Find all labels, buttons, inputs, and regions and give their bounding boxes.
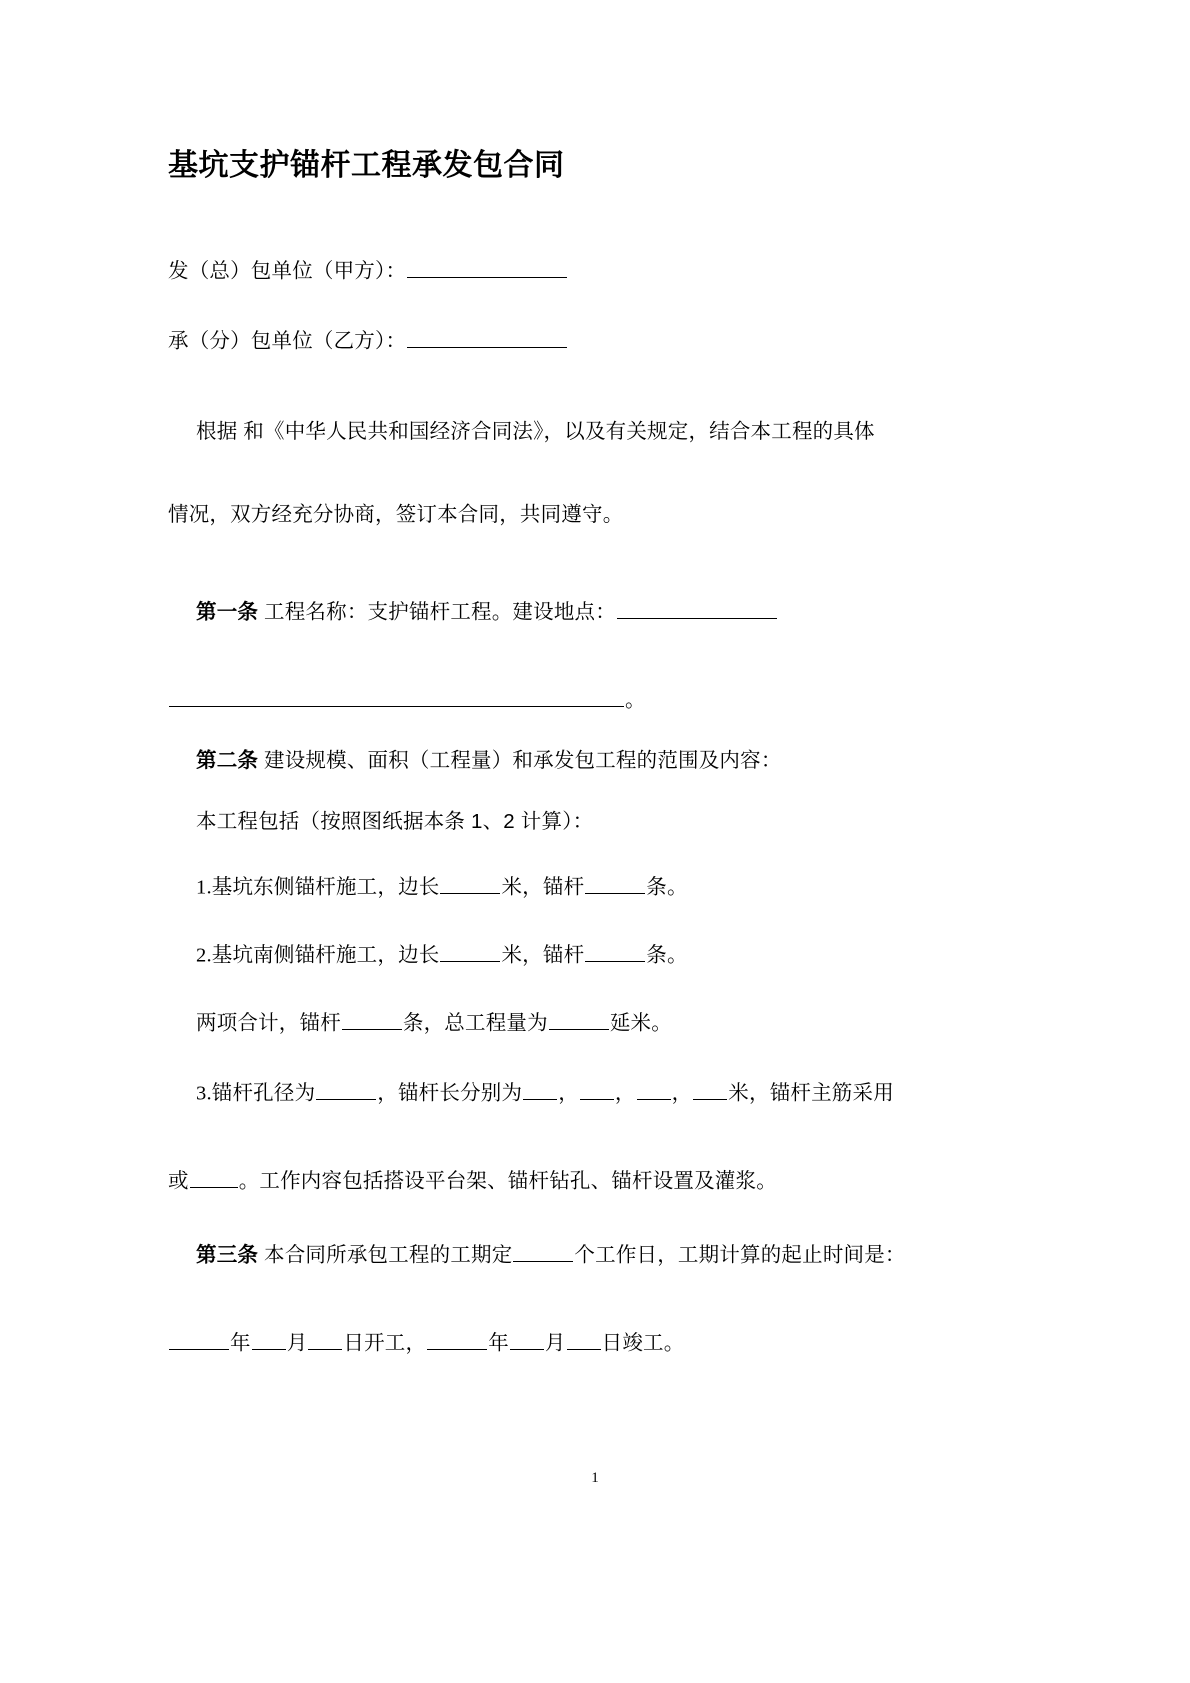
article-1-marker: 第一条 xyxy=(196,600,259,624)
list-item-2 xyxy=(168,940,1028,966)
party-line-yifang xyxy=(168,326,1028,352)
article-1-location-blank-2[interactable] xyxy=(169,685,624,707)
article-1-line xyxy=(168,597,1028,623)
party-blank-yifang[interactable] xyxy=(407,326,567,348)
end-month-blank[interactable] xyxy=(510,1328,544,1350)
date-seg2: 月 xyxy=(286,1331,308,1355)
list-item-1-seg2: 米，锚杆 xyxy=(501,875,585,899)
date-seg4: 年 xyxy=(488,1331,509,1355)
article-1-text: 工程名称：支护锚杆工程。建设地点： xyxy=(264,600,616,624)
party-line-jiafang xyxy=(168,256,1028,282)
article-2-intro: 本工程包括（按照图纸据本条 1、2 计算）： xyxy=(196,809,594,833)
item3-len-blank-2[interactable] xyxy=(580,1078,614,1100)
page-number: 1 xyxy=(591,1470,599,1486)
list-item-3-seg1: 锚杆孔径为 xyxy=(211,1081,316,1105)
preamble-line-1: 根据 和《中华人民共和国经济合同法》，以及有关规定，结合本工程的具体 xyxy=(196,420,875,443)
article-3-days-blank[interactable] xyxy=(513,1240,573,1262)
list-item-2-seg3: 条。 xyxy=(646,943,688,967)
list-item-2-count-blank[interactable] xyxy=(585,940,645,962)
list-item-2-number: 2. xyxy=(196,944,212,967)
document-body xyxy=(168,0,1028,1354)
date-seg3: 日开工， xyxy=(343,1331,427,1355)
date-seg1: 年 xyxy=(230,1331,251,1355)
item3-diameter-blank[interactable] xyxy=(316,1078,376,1100)
list-item-1-length-blank[interactable] xyxy=(440,872,500,894)
article-1-location-blank[interactable] xyxy=(617,597,777,619)
item3-len-blank-3[interactable] xyxy=(637,1078,671,1100)
item3-len-blank-4[interactable] xyxy=(693,1078,727,1100)
item3-len-blank-1[interactable] xyxy=(523,1078,557,1100)
list-item-2-seg1: 基坑南侧锚杆施工，边长 xyxy=(211,943,440,967)
end-year-blank[interactable] xyxy=(427,1328,487,1350)
party-label-yifang: 承（分）包单位（乙方）： xyxy=(168,329,407,353)
article-2-marker: 第二条 xyxy=(196,749,259,772)
list-item-1-seg1: 基坑东侧锚杆施工，边长 xyxy=(211,875,440,899)
item3-rebar-blank[interactable] xyxy=(190,1166,238,1188)
list-item-3-seg3: ， xyxy=(558,1081,579,1105)
preamble-line-2: 情况，双方经充分协商，签订本合同，共同遵守。 xyxy=(168,502,624,526)
article-2-heading xyxy=(168,751,1028,772)
item3-tail-seg2: 。工作内容包括搭设平台架、锚杆钻孔、锚杆设置及灌浆。 xyxy=(238,1169,777,1193)
article-2-heading-text: 建设规模、面积（工程量）和承发包工程的范围及内容： xyxy=(264,749,782,772)
article-1-tail: 。 xyxy=(625,688,646,712)
party-blank-jiafang[interactable] xyxy=(407,256,567,278)
start-day-blank[interactable] xyxy=(308,1328,342,1350)
article-1-continuation xyxy=(168,685,1028,711)
list-item-3-continuation xyxy=(168,1166,1028,1192)
article-3-date-line xyxy=(168,1328,1028,1354)
total-seg1: 两项合计，锚杆 xyxy=(196,1011,341,1035)
total-seg2: 条，总工程量为 xyxy=(402,1011,548,1035)
list-item-1-count-blank[interactable] xyxy=(585,872,645,894)
date-seg6: 日竣工。 xyxy=(601,1331,685,1355)
total-seg3: 延米。 xyxy=(609,1011,672,1035)
start-year-blank[interactable] xyxy=(169,1328,229,1350)
article-3-line xyxy=(168,1240,1028,1266)
list-item-3 xyxy=(168,1078,1028,1104)
total-quantity-blank[interactable] xyxy=(549,1008,609,1030)
article-3-marker: 第三条 xyxy=(196,1243,259,1267)
date-seg5: 月 xyxy=(544,1331,566,1355)
page-title: 基坑支护锚杆工程承发包合同 xyxy=(168,149,565,182)
list-item-1 xyxy=(168,872,1028,898)
total-anchor-blank[interactable] xyxy=(342,1008,402,1030)
list-item-3-seg2: ，锚杆长分别为 xyxy=(377,1081,523,1105)
list-item-1-seg3: 条。 xyxy=(646,875,688,899)
party-label-jiafang: 发（总）包单位（甲方）： xyxy=(168,259,407,283)
list-item-3-number: 3. xyxy=(196,1082,212,1105)
article-3-seg2: 个工作日，工期计算的起止时间是： xyxy=(574,1243,906,1267)
list-item-3-seg6: 米，锚杆主筋采用 xyxy=(728,1081,894,1105)
list-item-1-number: 1. xyxy=(196,876,212,899)
list-item-2-length-blank[interactable] xyxy=(440,940,500,962)
item3-tail-seg1: 或 xyxy=(168,1169,189,1193)
total-line xyxy=(168,1008,1028,1034)
start-month-blank[interactable] xyxy=(252,1328,286,1350)
list-item-2-seg2: 米，锚杆 xyxy=(501,943,585,967)
list-item-3-seg4: ， xyxy=(614,1081,636,1105)
article-3-seg1: 本合同所承包工程的工期定 xyxy=(264,1243,513,1267)
list-item-3-seg5: ， xyxy=(671,1081,693,1105)
end-day-blank[interactable] xyxy=(567,1328,601,1350)
